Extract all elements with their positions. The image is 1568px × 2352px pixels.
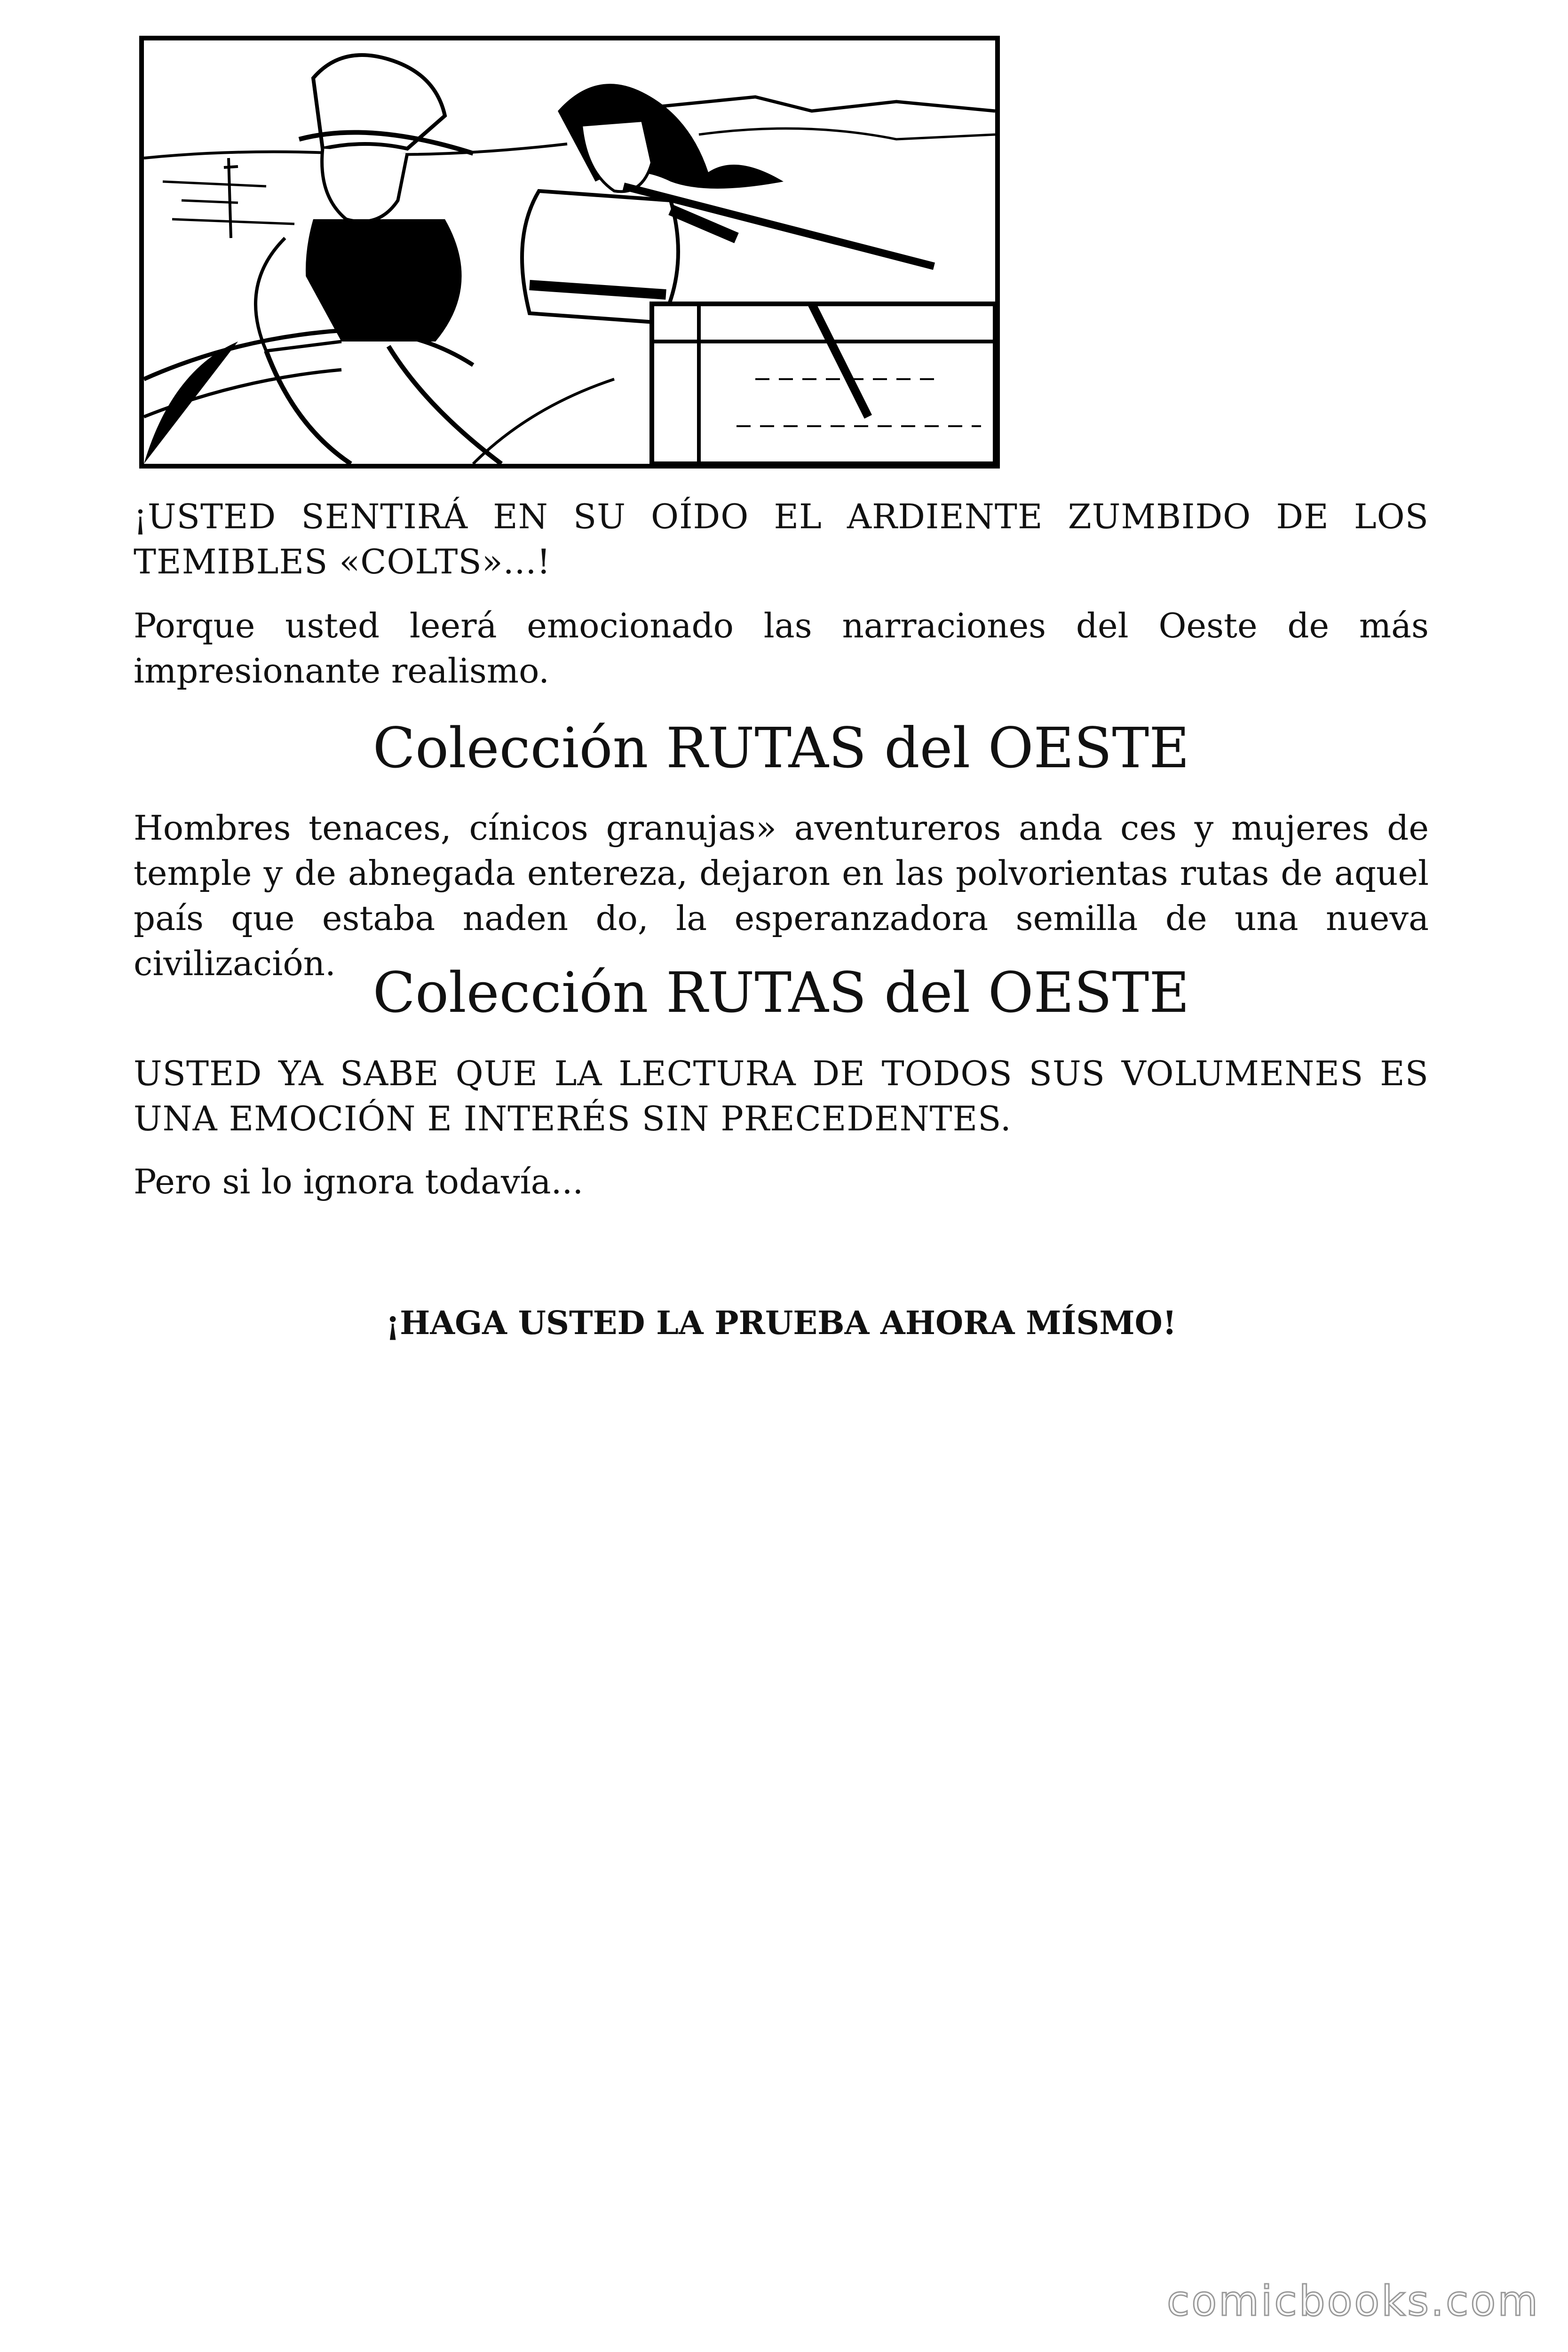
western-scene-illustration [139,36,1000,469]
history-paragraph: Hombres tenaces, cínicos granujas» aventureros anda ces y mujeres de temple y de abnegada entereza, dejaron en las polvorientas rutas de aquel país que estaba naden do, la esperanzadora semilla de una nueva civilización. [134,808,1429,983]
collection-heading-2: Colección RUTAS del OESTE [372,960,1190,1025]
watermark-logo: comicbooks.com [1166,2277,1540,2325]
call-to-action: ¡HAGA USTED LA PRUEBA AHORA MÍSMO! [386,1304,1177,1342]
emotion-paragraph: USTED YA SABE QUE LA LECTURA DE TODOS SUS VOLUMENES ES UNA EMOCIÓN E INTERÉS SIN PRECEDENTES. [134,1054,1429,1138]
realism-paragraph: Porque usted leerá emocionado las narraciones del Oeste de más impresionante realismo. [134,606,1429,691]
collection-heading-1: Colección RUTAS del OESTE [372,715,1190,780]
illustration-drawing [144,40,995,464]
intro-paragraph: ¡USTED SENTIRÁ EN SU OÍDO EL ARDIENTE ZUMBIDO DE LOS TEMIBLES «COLTS»...! [134,497,1429,581]
ignore-paragraph: Pero si lo ignora todavía... [134,1162,584,1201]
